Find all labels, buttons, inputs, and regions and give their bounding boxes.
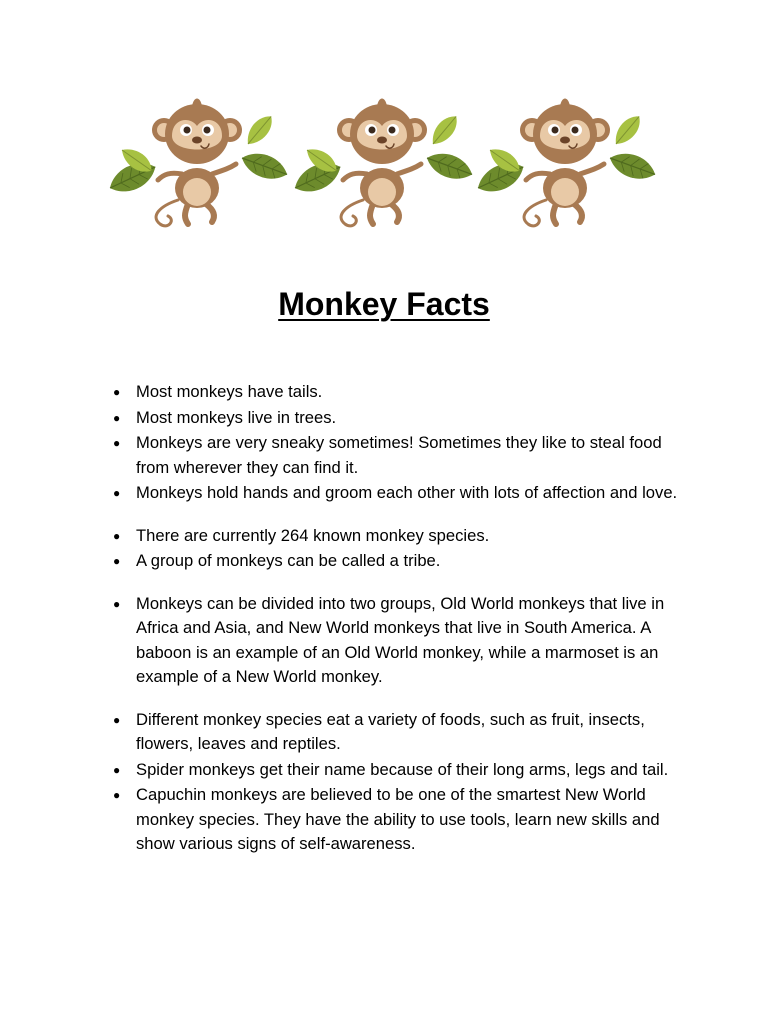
- bullet-icon: ●: [113, 762, 121, 777]
- fact-item: [0, 380, 768, 405]
- bullet-icon: ●: [113, 410, 121, 425]
- fact-item: [0, 783, 768, 857]
- fact-text: There are currently 264 known monkey species.: [136, 525, 490, 545]
- fact-text: Most monkeys live in trees.: [136, 407, 337, 427]
- fact-text: A group of monkeys can be called a tribe.: [136, 551, 441, 570]
- fact-text: Capuchin monkeys are believed to be one of the smartest New World monkey species. They have the ability to use tools, learn new skills and show various signs of self-awareness.: [136, 785, 660, 853]
- fact-group: [0, 380, 768, 506]
- fact-item: [0, 708, 768, 757]
- fact-item: [0, 406, 768, 431]
- page-title: Monkey Facts: [278, 286, 490, 322]
- bullet-icon: ●: [113, 596, 121, 611]
- bullet-icon: ●: [113, 436, 121, 450]
- fact-text: Spider monkeys get their name because of their long arms, legs and tail.: [136, 759, 669, 779]
- monkey-illustration-icon: [100, 88, 290, 233]
- fact-text: Monkeys can be divided into two groups, Old World monkeys that live in Africa and Asia, and New World monkeys that live in South America. A baboon is an example of an Old World monkey, while a marmoset is an example of a New World monkey.: [136, 593, 665, 686]
- bullet-icon: ●: [113, 385, 121, 399]
- monkey-illustration-icon: [285, 88, 475, 233]
- fact-group: [0, 524, 768, 574]
- fact-item: [0, 524, 768, 549]
- monkey-illustration-icon: [468, 88, 658, 233]
- facts-list: [0, 380, 768, 858]
- fact-group: [0, 708, 768, 857]
- bullet-icon: ●: [113, 554, 121, 568]
- fact-item: [0, 549, 768, 574]
- fact-text: Most monkeys have tails.: [136, 382, 323, 401]
- bullet-icon: ●: [113, 712, 121, 727]
- fact-item: [0, 592, 768, 690]
- fact-text: Monkeys hold hands and groom each other with lots of affection and love.: [136, 483, 678, 502]
- monkey-banner: [100, 88, 670, 233]
- fact-text: Different monkey species eat a variety of foods, such as fruit, insects, flowers, leaves and reptiles.: [136, 709, 645, 753]
- bullet-icon: ●: [113, 528, 121, 543]
- bullet-icon: ●: [113, 788, 121, 802]
- fact-item: [0, 758, 768, 783]
- bullet-icon: ●: [113, 486, 121, 500]
- fact-text: Monkeys are very sneaky sometimes! Sometimes they like to steal food from wherever they can find it.: [136, 433, 662, 477]
- fact-item: [0, 431, 768, 480]
- fact-item: [0, 481, 768, 506]
- fact-group: [0, 592, 768, 690]
